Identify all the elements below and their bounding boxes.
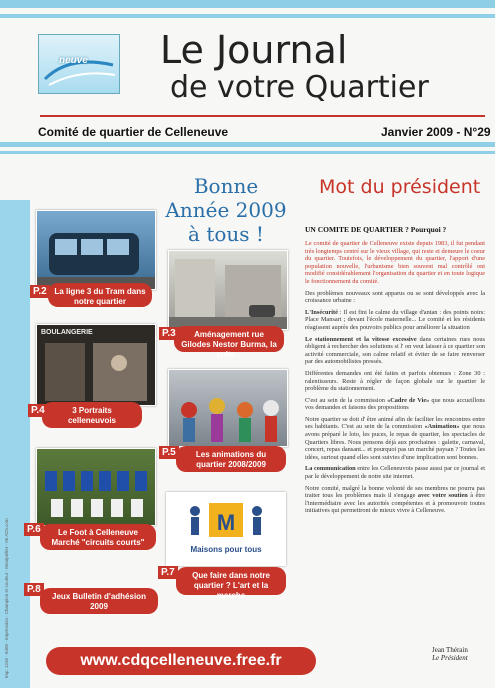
article-paragraph-8 <box>305 465 485 480</box>
football-photo <box>36 448 156 526</box>
insecurite-text: : Il est fini le calme du village d'antan : des points noirs: Place Mansart ; devant l'école maternelle... Le comité et les résidents réagissent auprès des pouvoirs publics pour améliorer la situation <box>305 308 485 331</box>
teaser-p6-text: Le Foot à Celleneuve Marché "circuits courts" <box>51 528 145 547</box>
teaser-p8-page: P.8 <box>24 583 44 596</box>
teaser-p5-text: Les animations du quartier 2008/2009 <box>195 450 267 469</box>
top-stripe <box>0 0 495 8</box>
street-scene-icon <box>169 251 287 329</box>
article-paragraph-1: Le comité de quartier de Celleneuve existe depuis 1983, il fut pendant très longtemps centré sur le vieux village, qui reste et demeure le coeur du quartier. Toutefois, le développement du quartier, l'apport d'une population nouvelle, l'urbanisme bien souvent mal contrôlé ont modifié considérablement l'organisation du quartier et en toute logique le fonctionnement du comité. <box>305 240 485 285</box>
crowd-icon <box>169 370 287 446</box>
animation-intro: Notre quartier se doit d' être animé afin de faciliter les rencontres entre ses habitants. C'est au sein de la commission <box>305 415 485 431</box>
article-heading: Mot du président <box>319 176 481 198</box>
president-article <box>305 225 485 519</box>
article-paragraph-2: Des problèmes nouveaux sont apparus ou se sont développés avec la croissance urbaine : <box>305 289 485 305</box>
printer-credit: Imp. 1246 - 8400 - Impression : Champion et couleur - Montpellier - 06 ADs.com <box>4 518 9 678</box>
teaser-p3-text: Aménagement rue Gilodes Nestor Burma, la suite... <box>181 330 277 359</box>
top-stripe-thin <box>0 14 495 18</box>
tram-icon <box>37 211 155 289</box>
boulangerie-photo <box>36 324 156 406</box>
signature-name: Jean Thérain <box>432 646 468 654</box>
article-paragraph-7 <box>305 416 485 462</box>
teaser-p7-page: P.7 <box>158 566 178 579</box>
teaser-p2-page: P.2 <box>30 285 50 298</box>
journal-title-line2: de votre Quartier <box>170 70 429 105</box>
teaser-p5[interactable] <box>176 446 286 472</box>
teaser-p8-text: Jeux Bulletin d'adhésion 2009 <box>52 592 146 611</box>
cadre-de-vie-label: «Cadre de Vie» <box>387 396 430 404</box>
tram-photo <box>36 210 156 290</box>
maisons-caption: Maisons pour tous <box>190 545 262 554</box>
maisons-pour-tous-logo <box>166 492 286 566</box>
article-paragraph-9 <box>305 485 485 515</box>
issue-date: Janvier 2009 - N°29 <box>381 125 491 139</box>
teaser-p4-text: 3 Portraits celleneuvois <box>67 406 117 425</box>
signature <box>432 646 468 662</box>
teaser-p3-page: P.3 <box>159 327 179 340</box>
animation-outro: que nous avons préparé le loto, les puces, le repas de quartier, les spectacles de Quartiers libres. Nous pensons déjà aux prochaines : galette, carnaval, concert, repas dansant... et pourquoi pas un marché paysan ? Toutes les idées, surtout quand elles sont suivies d'une implication sont bonnes. <box>305 423 486 461</box>
teaser-p2[interactable] <box>48 283 152 307</box>
journal-title: Le Journal <box>160 28 348 72</box>
logo-text: neuve <box>59 55 88 66</box>
closing-intro: Notre comité, malgré la bonne volonté de ses membres ne pourra pas traiter tous les problèmes mais il s'engage <box>305 484 485 500</box>
article-paragraph-3 <box>305 309 485 332</box>
shopfront-icon <box>37 325 155 405</box>
teaser-p4-page: P.4 <box>28 404 48 417</box>
svg-text:M: M <box>216 510 236 535</box>
stationnement-text: dans certaines rues nous obligent à rechercher des solutions si l' on veut laisser à ce quartier son activité commerciale, son calme relatif et éviter de se faire renverser par des automobilistes pressés. <box>305 335 485 366</box>
mid-stripe-thin <box>0 151 495 154</box>
communication-text: entre les Celleneuvois passe aussi par ce journal et par le développement de notre site internet. <box>305 465 485 481</box>
title-underline <box>40 115 485 117</box>
maisons-logo-icon <box>167 493 285 545</box>
insecurite-label: L'Insécurité <box>305 308 338 316</box>
teaser-p6[interactable] <box>40 524 156 550</box>
closing-outro: à être l'intermédiaire avec les autorités compétentes et à promouvoir toutes initiatives qui permettront de mieux vivre à Celleneuve. <box>305 492 485 515</box>
stationnement-label: Le stationnement et la vitesse excessive <box>305 335 417 343</box>
animation-label: «Animation» <box>424 423 460 431</box>
new-year-greeting: Bonne Année 2009 à tous ! <box>165 174 287 246</box>
signature-role: Le Président <box>432 654 468 662</box>
soutien-label: avec votre soutien <box>417 492 468 500</box>
teaser-p4[interactable] <box>42 402 142 428</box>
article-question: UN COMITE DE QUARTIER ? Pourquoi ? <box>305 225 447 234</box>
cadre-outro: que nous accueillons vos demandes et faisons des propositions <box>305 396 485 412</box>
website-link[interactable]: www.cdqcelleneuve.free.fr <box>46 647 316 675</box>
article-paragraph-5: Différentes demandes ont été faites et parfois obtenues : Zone 30 : ralentisseurs. Reste à régler de façon globale sur le quartier le problème du stationnement. <box>305 369 485 393</box>
mid-stripe <box>0 142 495 147</box>
team-icon <box>37 449 155 525</box>
teaser-p8[interactable] <box>40 588 158 614</box>
article-paragraph-4 <box>305 336 485 366</box>
boulangerie-sign: BOULANGERIE <box>41 329 93 336</box>
article-paragraph-6 <box>305 397 485 412</box>
cadre-intro: C'est au sein de la commission <box>305 396 388 404</box>
street-photo <box>168 250 288 330</box>
teaser-p7-text: Que faire dans notre quartier ? L'art et la marche <box>192 571 270 600</box>
communication-label: La communication <box>305 465 356 473</box>
teaser-p6-page: P.6 <box>24 523 44 536</box>
journal-logo <box>38 34 120 94</box>
teaser-p5-page: P.5 <box>159 446 179 459</box>
teaser-p3[interactable] <box>174 326 284 359</box>
teaser-p7[interactable] <box>176 567 286 600</box>
teaser-p2-text: La ligne 3 du Tram dans notre quartier <box>54 287 146 306</box>
festival-photo <box>168 369 288 447</box>
committee-name: Comité de quartier de Celleneuve <box>38 125 229 139</box>
